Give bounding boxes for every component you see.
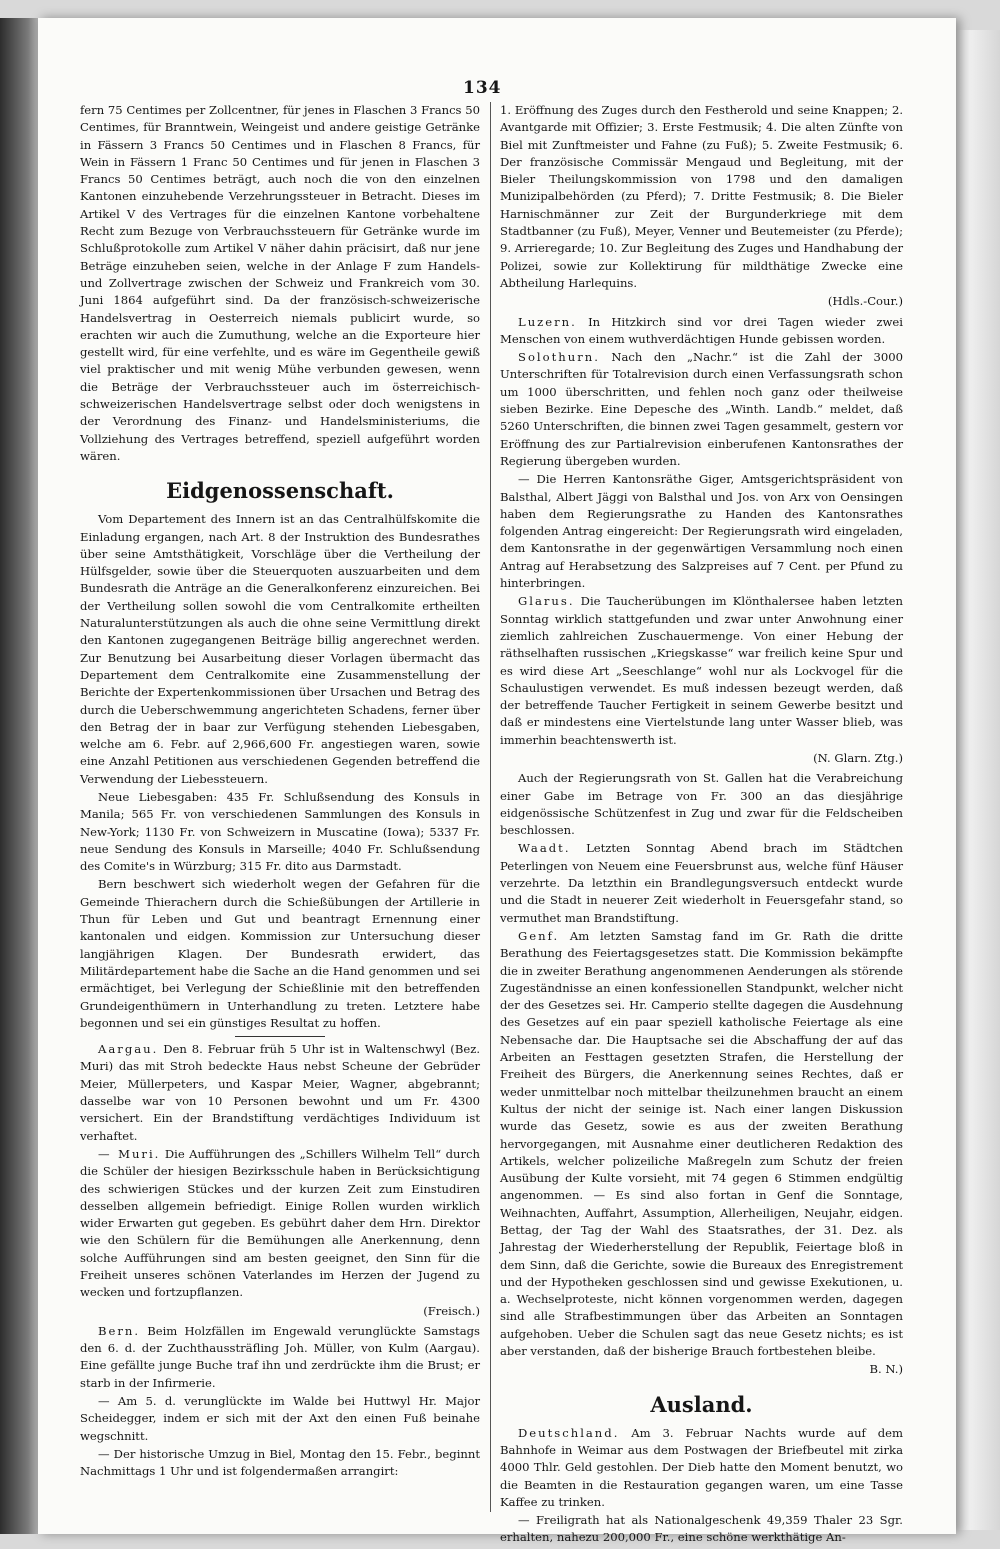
article-muri (80, 1146, 480, 1302)
article-glarus-text: Die Taucherübungen im Klönthalersee haben letzten Sonntag wirklich stattgefunden und zwar unter Anwohnung einer ziemlich zahlreichen Zuschauermenge. Von einer Hebung der räthselhaften russischen „Kriegskasse“ war freilich keine Spur und es wird diese Art „Seeschlange“ wohl nur als Lockvogel für die Schaulustigen verwendet. Es muß indessen bezeugt werden, daß der betreffende Taucher Fertigkeit in seinem Gewerbe besitzt und daß er mindestens eine Viertelstunde lang unter Wasser blieb, was immerhin beachtenswerth ist. (500, 594, 904, 747)
page-number: 134 (463, 78, 502, 98)
article-bern-thierachern: Bern beschwert sich wiederholt wegen der Gefahren für die Gemeinde Thierachern durch die Schießübungen der Artillerie in Thun für Leben und Gut und beantragt Ernennung einer kantonalen und eidgen. Kommission zur Untersuchung dieser langjährigen Klagen. Der Bundesrath erwidert, das Militärdepartement habe die Sache an die Hand genommen und sei ermächtiget, bei Verlegung der Schießlinie mit den betreffenden Grundeigenthümern in Unterhandlung zu treten. Letztere habe begonnen und sei ein günstiges Resultat zu hoffen. (80, 877, 480, 1030)
left-column (80, 102, 480, 1522)
article-luzern-text: In Hitzkirch sind vor drei Tagen wieder zwei Menschen von einem wuthverdächtigen Hunde gebissen worden. (500, 314, 903, 346)
place-solothurn: Solothurn. (518, 350, 600, 365)
place-aargau: Aargau. (98, 1042, 159, 1057)
article-biel-procession: 1. Eröffnung des Zuges durch den Festherold und seine Knappen; 2. Avantgarde mit Offizier; 3. Erste Festmusik; 4. Die alten Zünfte von Biel mit Zunftmeister und Fahne (zu Fuß); 5. Zweite Festmusik; 6. Der französische Commissär Mengaud und Begleitung, mit der Bieler Theilungskommission von 1798 und den damaligen Munizipalbehörden (zu Pferd); 7. Dritte Festmusik; 8. Die Bieler Harnischmänner zur Zeit der Burgunderkriege mit dem Stadtbanner (zu Fuß), Meyer, Venner und Beutemeister (zu Pferde); 9. Arrieregarde; 10. Zur Begleitung des Zuges und Handhabung der Polizei, sowie zur Kollektirung für mildthätige Zwecke eine Abtheilung Harlequins. (500, 103, 903, 290)
section-heading-eidgenossenschaft: Eidgenossenschaft. (166, 478, 394, 504)
article-waadt (500, 840, 903, 926)
section-heading-ausland: Ausland. (650, 1391, 753, 1417)
article-aargau-text: Den 8. Februar früh 5 Uhr ist in Waltenschwyl (Bez. Muri) das mit Stroh bedeckte Haus nebst Scheune der Gebrüder Meier, Müllerpeters, und Kaspar Meier, Wagner, abgebrannt; dasselbe war von 10 Personen bewohnt und um Fr. 4300 versichert. Ein der Brandstiftung verdächtiges Individuum ist verhaftet. (80, 1042, 481, 1143)
article-luzern (500, 314, 903, 349)
page-edge (950, 30, 1000, 1530)
book-spine-shadow (0, 18, 40, 1534)
article-solothurn-text: Nach den „Nachr.“ ist die Zahl der 3000 Unterschriften für Totalrevision durch einen Verfassungsrath schon um 1000 überschritten, und fehlen noch ganz oder theilweise sieben Bezirke. Eine Depesche des „Winth. Landb.“ meldet, daß 5260 Unterschriften, die binnen zwei Tagen gesammelt, gestern vor Eröffnung des zur Partialrevision einberufenen Kantonsrathes der Regierung übergeben wurden. (500, 350, 904, 468)
article-st-gallen: Auch der Regierungsrath von St. Gallen hat die Verabreichung einer Gabe im Betrage von Fr. 300 an das diesjährige eidgenössische Schützenfest in Zug und zwar für die Feldscheiben beschlossen. (500, 771, 903, 838)
article-bern-engewald-text: Beim Holzfällen im Engewald verunglückte Samstags den 6. d. der Zuchthaussträfling Joh. Müller, von Kulm (Aargau). Eine gefällte junge Buche traf ihn und zerdrückte ihm die Brust; er starb in der Infirmerie. (80, 1323, 480, 1390)
article-solothurn (500, 349, 903, 470)
tariff-article: fern 75 Centimes per Zollcentner, für jenes in Flaschen 3 Francs 50 Centimes, für Branntwein, Weingeist und andere geistige Getränke in Fässern 3 Francs 50 Centimes und in Flaschen 8 Francs, für Wein in Fässern 1 Franc 50 Centimes und für jenen in Flaschen 3 Francs 50 Centimes beträgt, auch noch die von den einzelnen Kantonen einzuhebende Verzehrungssteuer in Betracht. Dieses im Artikel V des Vertrages für die einzelnen Kantone vorbehaltene Recht zum Bezuge von Verbrauchssteuern für Getränke wurde im Schlußprotokolle zum Artikel V näher dahin präcisirt, daß nur jene Beträge einzuheben seien, welche in der Anlage F zum Handels- und Zollvertrage zwischen der Schweiz und Frankreich vom 30. Juni 1864 aufgeführt sind. Da der französisch-schweizerische Handelsvertrag in Oesterreich niemals publicirt wurde, so erachten wir auch die Zumuthung, welche an die Exporteure hier gestellt wird, für eine verfehlte, und es wäre im Gegentheile gewiß viel praktischer und mit wenig Mühe verbunden gewesen, wenn die Beträge der Verbrauchssteuer auch im österreichisch-schweizerischen Handelsvertrage selbst oder doch wenigstens in der Verordnung des Finanz- und Handelsministeriums, die Vollziehung des Vertrages betreffend, speziell aufgeführt worden wären. (80, 103, 480, 463)
article-huttwyl: — Am 5. d. verunglückte im Walde bei Huttwyl Hr. Major Scheidegger, indem er sich mit der Axt den einen Fuß beinahe wegschnitt. (80, 1394, 480, 1443)
place-muri: — Muri. (98, 1146, 161, 1161)
article-bern-engewald (80, 1323, 480, 1392)
article-genf (500, 928, 903, 1360)
column-rule (490, 102, 491, 1512)
article-muri-text: Die Aufführungen des „Schillers Wilhelm Tell“ durch die Schüler der hiesigen Bezirksschule haben in Berücksichtigung des schwierigen Stückes und der kurzen Zeit zum Einstudiren desselben allgemein befriedigt. Einige Rollen wurden wirklich wider Erwarten gut gegeben. Es gebührt daher dem Hrn. Direktor wie den Schülern für die Bemühungen alle Anerkennung, denn solche Aufführungen sind am besten geeignet, den Sinn für die Freiheit unseres schönen Vaterlandes im Herzen der Jugend zu wecken und fortzupflanzen. (80, 1146, 480, 1300)
place-deutschland: Deutschland. (518, 1425, 620, 1440)
place-glarus: Glarus. (518, 594, 575, 609)
place-luzern: Luzern. (518, 314, 577, 329)
article-waadt-text: Letzten Sonntag Abend brach im Städtchen Peterlingen von Neuem eine Feuersbrunst aus, welche fünf Häuser verzehrte. Da letzthin ein Brandlegungsversuch entdeckt wurde und die Stadt in neuerer Zeit wiederholt in Feuersgefahr stand, so vermuthet man Brandstiftung. (500, 841, 903, 925)
article-solothurn-antrag: — Die Herren Kantonsräthe Giger, Amtsgerichtspräsident von Balsthal, Albert Jäggi von Balsthal und Jos. von Arx von Oensingen haben dem Regierungsrathe zu Handen des Kantonsrathes folgenden Antrag eingereicht: Der Regierungsrath wird eingeladen, dem Kantonsrathe in der gegenwärtigen Versammlung noch einen Antrag auf Herabsetzung des Salzpreises auf 7 Cent. per Pfund zu hinterbringen. (500, 472, 903, 591)
source-glarner-zeitung: (N. Glarn. Ztg.) (813, 750, 903, 765)
article-aargau (80, 1041, 480, 1145)
article-freiligrath: — Freiligrath hat als Nationalgeschenk 49,359 Thaler 23 Sgr. erhalten, nahezu 200,000 Fr., eine schöne werkthätige An- (500, 1513, 903, 1545)
source-freisch: (Freisch.) (423, 1303, 480, 1318)
article-biel: — Der historische Umzug in Biel, Montag den 15. Febr., beginnt Nachmittags 1 Uhr und ist folgendermaßen arrangirt: (80, 1446, 480, 1479)
article-departement-innern: Vom Departement des Innern ist an das Centralhülfskomite die Einladung ergangen, nach Art. 8 der Instruktion des Bundesrathes über seine Amtsthätigkeit, Vorschläge über die Vertheilung der Hülfsgelder, sowie über die Steuerquoten auszuarbeiten und dem Bundesrath die Anträge an die Generalkonferenz einzureichen. Bei der Vertheilung sollen sowohl die vom Centralkomite ertheilten Naturalunterstützungen als auch die ohne seine Vermittlung direkt den Kantonen zugegangenen Beiträge billig angerechnet werden. Zur Benutzung bei Ausarbeitung dieser Vorlagen übermacht das Departement dem Centralkomite eine Zusammenstellung der Berichte der Expertenkommissionen über Ursachen und Betrag des durch die Ueberschwemmung angerichteten Schadens, ferner über den Betrag der in baar zur Verfügung stehenden Liebesgaben, welche am 6. Febr. auf 2,966,600 Fr. angestiegen waren, sowie eine Anzahl Petitionen aus verschiedenen Gegenden betreffend die Verwendung der Liebessteuern. (80, 512, 480, 786)
right-column (500, 102, 904, 1545)
source-bn: B. N.) (869, 1362, 903, 1377)
source-hdls-cour: (Hdls.-Cour.) (827, 294, 903, 309)
article-glarus (500, 593, 903, 749)
place-bern: Bern. (98, 1323, 141, 1338)
article-deutschland-text: Am 3. Februar Nachts wurde auf dem Bahnhofe in Weimar aus dem Postwagen der Briefbeutel mit zirka 4000 Thlr. Geld gestohlen. Der Dieb hatte den Moment benutzt, wo die Beamten in die Restauration gegangen waren, um eine Tasse Kaffee zu trinken. (500, 1425, 904, 1509)
place-waadt: Waadt. (518, 841, 571, 856)
divider (235, 1036, 325, 1037)
article-deutschland (500, 1425, 903, 1511)
place-genf: Genf. (518, 928, 560, 943)
article-liebesgaben: Neue Liebesgaben: 435 Fr. Schlußsendung des Konsuls in Manila; 565 Fr. von verschiedenen Sammlungen des Konsuls in New-York; 1130 Fr. von Schweizern in Muscatine (Iowa); 5337 Fr. neue Sendung des Konsuls in Marseille; 4040 Fr. Schlußsendung des Comite's in Würzburg; 315 Fr. dito aus Darmstadt. (80, 789, 480, 874)
article-genf-text: Am letzten Samstag fand im Gr. Rath die dritte Berathung des Feiertagsgesetzes statt. Die Kommission bekämpfte die in zweiter Berathung angenommenen Aenderungen als störende Zugeständnisse an einen konfessionellen Standpunkt, welcher nicht der des Gesetzes sei. Hr. Camperio stellte dagegen die Ausdehnung des Gesetzes auf ein paar speziell katholische Feiertage als eine Nebensache dar. Die Hauptsache sei die Abschaffung der auf das Arbeiten an Festtagen gesetzten Strafen, die Herstellung der Freiheit des Bürgers, die Anerkennung seines Rechtes, daß er weder unmittelbar noch mittelbar theilzunehmen braucht an einem Kultus der nicht der seinige ist. Nach einer langen Diskussion wurde das Gesetz, sowie es aus der zweiten Berathung hervorgegangen, mit Ausnahme einer deutlicheren Redaktion des Artikels, welcher polizeiliche Maßregeln zum Schutz der freien Ausübung der Kulte vorsieht, mit 74 gegen 6 Stimmen endgültig angenommen. — Es sind also fortan in Genf die Sonntage, Weihnachten, Auffahrt, Assumption, Allerheiligen, Neujahr, eidgen. Bettag, der Tag der Wahl des Staatsrathes, der 31. Dez. als Jahrestag der Wiederherstellung der Republik, Feiertage bloß in dem Sinn, daß die Gerichte, sowie die Bureaux des Enregistrement und der Hypotheken geschlossen sind und gewisse Exekutionen, u. a. Wechselproteste, nicht können vorgenommen werden, dagegen sind alle Strafbestimmungen über das Arbeiten an Sonntagen aufgehoben. Ueber die Schulen sagt das neue Gesetz nichts; es ist aber verstanden, daß der bisherige Brauch fortbestehen bleibe. (500, 928, 903, 1359)
